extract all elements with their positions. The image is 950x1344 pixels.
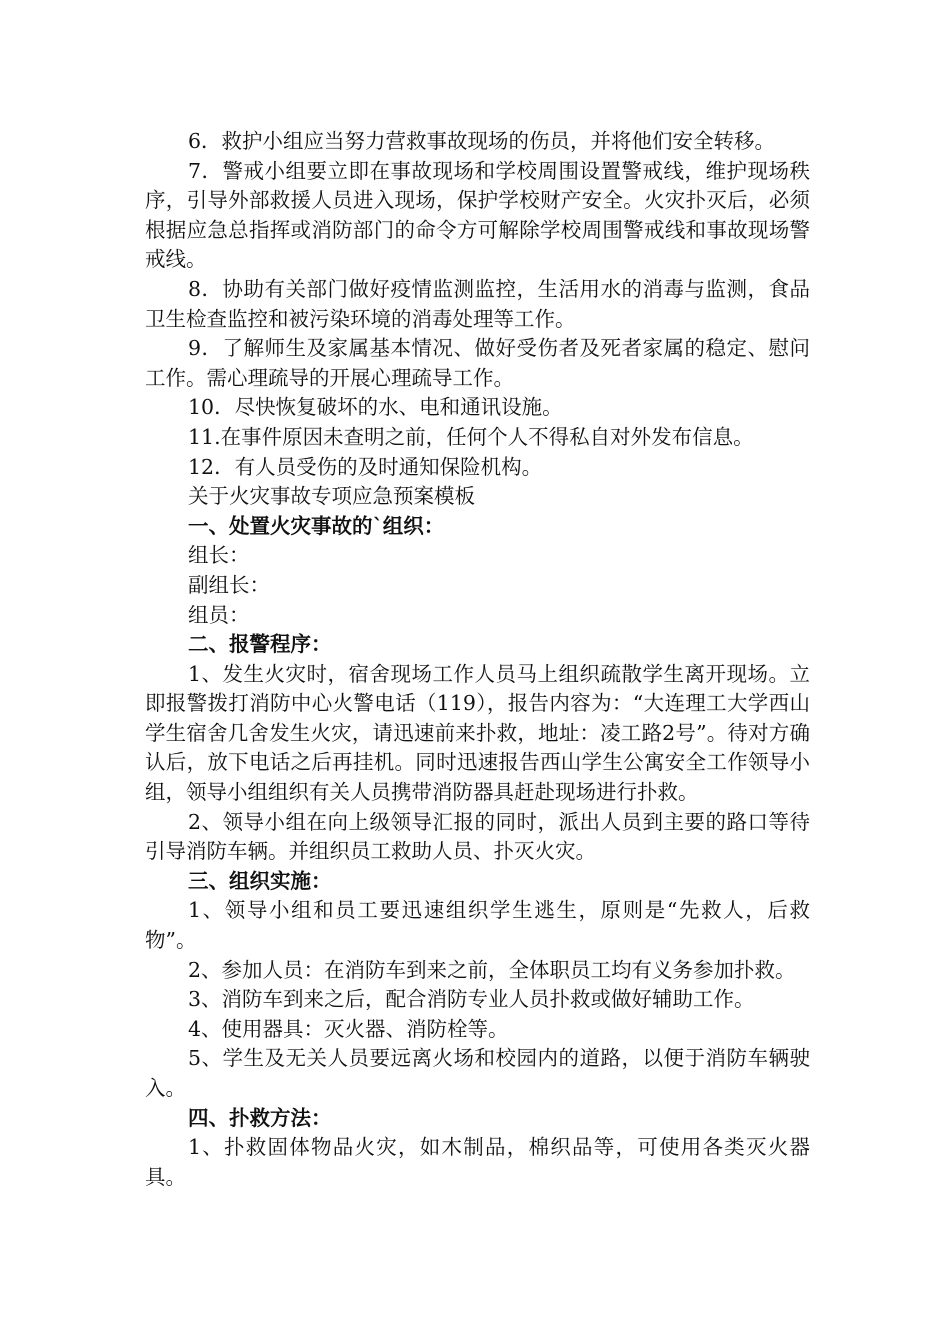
- paragraph: 1、发生火灾时，宿舍现场工作人员马上组织疏散学生离开现场。立即报警拨打消防中心火警电话（119），报告内容为：“大连理工大学西山学生宿舍几舍发生火灾，请迅速前来扑救，地址：凌工路2号”。待对方确认后，放下电话之后再挂机。同时迅速报告西山学生公寓安全工作领导小组，领导小组组织有关人员携带消防器具赶赴现场进行扑救。: [145, 661, 810, 805]
- paragraph: 1、扑救固体物品火灾，如木制品，棉织品等，可使用各类灭火器具。: [145, 1135, 810, 1189]
- paragraph: 6．救护小组应当努力营救事故现场的伤员，并将他们安全转移。: [188, 129, 776, 153]
- paragraph: 2、参加人员：在消防车到来之前，全体职员工均有义务参加扑救。: [188, 957, 796, 982]
- paragraph: 11.在事件原因未查明之前，任何个人不得私自对外发布信息。: [188, 424, 754, 449]
- paragraph: 4、使用器具：灭火器、消防栓等。: [188, 1016, 509, 1041]
- paragraph: 3、消防车到来之后，配合消防专业人员扑救或做好辅助工作。: [188, 987, 755, 1012]
- paragraph: 10．尽快恢复破坏的水、电和通讯设施。: [188, 395, 563, 420]
- paragraph: 关于火灾事故专项应急预案模板: [188, 484, 475, 509]
- section-heading: 三、组织实施：: [188, 868, 332, 893]
- document-page: [145, 127, 810, 1192]
- paragraph: 1、领导小组和员工要迅速组织学生逃生，原则是“先救人，后救物”。: [145, 898, 810, 953]
- paragraph: 组员：: [188, 602, 250, 627]
- paragraph: 12．有人员受伤的及时通知保险机构。: [188, 454, 543, 479]
- paragraph: 组长：: [188, 543, 250, 568]
- section-heading: 二、报警程序：: [188, 632, 332, 657]
- paragraph: 7．警戒小组要立即在事故现场和学校周围设置警戒线，维护现场秩序，引导外部救援人员进入现场，保护学校财产安全。火灾扑灭后，必须根据应急总指挥或消防部门的命令方可解除学校周围警戒线和事故现场警戒线。: [145, 158, 810, 272]
- paragraph: 副组长：: [188, 572, 270, 597]
- paragraph-list: [145, 127, 810, 1192]
- paragraph: 5、学生及无关人员要远离火场和校园内的道路，以便于消防车辆驶入。: [145, 1046, 810, 1100]
- section-heading: 一、处置火灾事故的`组织：: [188, 513, 445, 538]
- section-heading: 四、扑救方法：: [188, 1105, 332, 1130]
- paragraph: 8．协助有关部门做好疫情监测监控，生活用水的消毒与监测，食品卫生检查监控和被污染环境的消毒处理等工作。: [145, 276, 810, 331]
- paragraph: 2、领导小组在向上级领导汇报的同时，派出人员到主要的路口等待引导消防车辆。并组织员工救助人员、扑灭火灾。: [145, 809, 810, 864]
- paragraph: 9．了解师生及家属基本情况、做好受伤者及死者家属的稳定、慰问工作。需心理疏导的开展心理疏导工作。: [145, 336, 810, 390]
